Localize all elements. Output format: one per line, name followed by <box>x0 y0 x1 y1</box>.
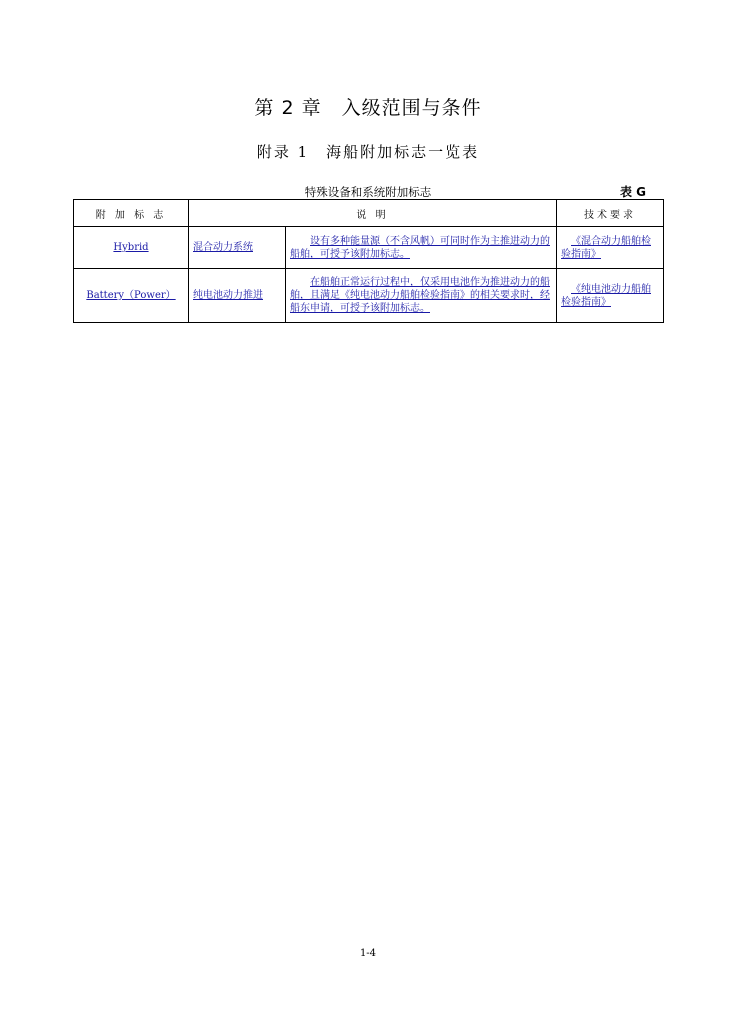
name-link[interactable]: 纯电池动力推进 <box>193 290 263 301</box>
name-cell <box>189 269 286 323</box>
page-number: 1-4 <box>359 948 377 959</box>
table-row <box>74 269 664 323</box>
name-cell <box>189 227 286 269</box>
description-cell <box>286 227 557 269</box>
mark-cell <box>74 227 189 269</box>
requirement-cell <box>557 227 664 269</box>
notation-table <box>73 199 664 323</box>
chapter-title: 第 2 章 入级范围与条件 <box>254 97 482 119</box>
name-link[interactable]: 混合动力系统 <box>193 242 253 253</box>
table-row <box>74 227 664 269</box>
mark-link[interactable]: Battery（Power） <box>86 290 176 301</box>
appendix-title: 附录 1 海船附加标志一览表 <box>256 143 480 161</box>
column-header-requirement: 技术要求 <box>557 200 664 227</box>
table-header-row <box>74 200 664 227</box>
description-link[interactable]: 在船舶正常运行过程中，仅采用电池作为推进动力的船舶，且满足《纯电池动力船舶检验指南》的相关要求时，经船东申请，可授予该附加标志。 <box>290 277 550 314</box>
mark-cell <box>74 269 189 323</box>
column-header-mark: 附 加 标 志 <box>74 200 189 227</box>
description-link[interactable]: 设有多种能量源（不含风帆）可同时作为主推进动力的船舶，可授予该附加标志。 <box>290 235 550 260</box>
requirement-link[interactable]: 《纯电池动力船舶检验指南》 <box>561 283 651 308</box>
requirement-cell <box>557 269 664 323</box>
description-cell <box>286 269 557 323</box>
table-caption: 特殊设备和系统附加标志 <box>304 185 432 199</box>
mark-link[interactable]: Hybrid <box>113 242 149 253</box>
column-header-description: 说 明 <box>189 200 557 227</box>
table-number: 表 G <box>620 185 647 199</box>
requirement-link[interactable]: 《混合动力船舶检验指南》 <box>561 235 651 260</box>
